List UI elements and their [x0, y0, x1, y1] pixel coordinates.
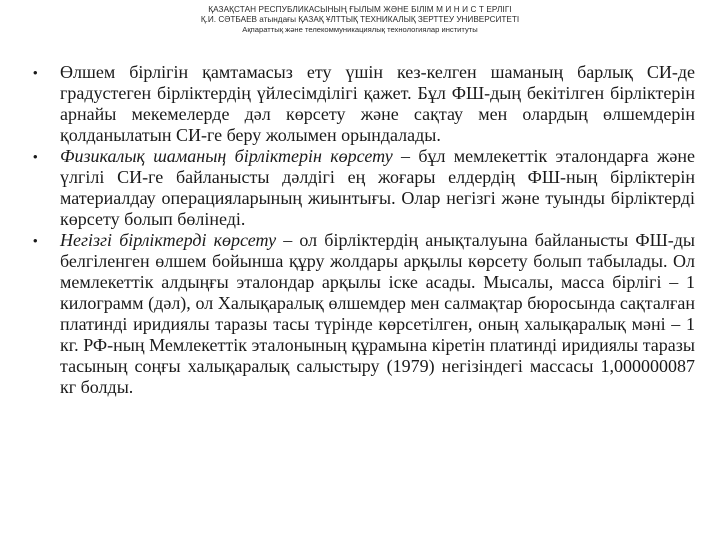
bullet-body: – ол бірліктердің анықталуына байланысты ФШ-ды белгіленген өлшем бойынша құру жолдары арқылы көрсету болып табылады. Ол мемлекеттік алдыңғы эталондар арқылы іске асады. Мысалы, масса бірлігі – 1 килограмм (дәл), ол Халықаралық өлшемдер мен салмақтар бюросында сақталған платинді иридиялы таразы тасы түрінде көрсетілген, оның халықаралық мәні – 1 кг. РФ-ның Мемлекеттік эталонының құрамына кіретін платинді иридиялы таразы тасының соңғы халықаралық салыстыру (1979) негізіндегі массасы 1,000000087 кг болды.	[60, 230, 696, 397]
bullet-body: Өлшем бірлігін қамтамасыз ету үшін кез-келген шаманың барлық СИ-де градустеген бірліктердің үйлесімділігі қажет. Бұл ФШ-дың бекітілген бірліктерін арнайы мекемелерде дәл көрсету және сақтау мен олардың өлшемдерін қолданылатын СИ-ге беру жолымен орындалады.	[60, 62, 695, 145]
bullet-text	[60, 62, 695, 146]
list-item	[33, 230, 695, 398]
bullet-text	[60, 230, 695, 398]
bullet-term: Физикалық шаманың бірліктерін көрсету	[60, 146, 393, 166]
bullet-term: Негізгі бірліктерді көрсету	[60, 230, 277, 250]
list-item	[33, 146, 695, 230]
bullet-list	[33, 62, 695, 398]
university-title: Қ.И. СӘТБАЕВ атындағы ҚАЗАҚ ҰЛТТЫҚ ТЕХНИКАЛЫҚ ЗЕРТТЕУ УНИВЕРСИТЕТІ	[200, 15, 520, 24]
list-item	[33, 62, 695, 146]
ministry-title: ҚАЗАҚСТАН РЕСПУБЛИКАСЫНЫҢ ҒЫЛЫМ ЖӘНЕ БІЛІМ М И Н И С Т ЕРЛІГІ	[208, 5, 512, 14]
document-header	[0, 5, 720, 35]
bullet-icon: •	[33, 233, 38, 248]
bullet-body: – бұл мемлекеттік эталондарға және үлгілі СИ-ге байланысты дәлдігі ең жоғары елдердің ФШ-ның бірліктерін материалдау операцияларының жиынтығы. Олар негізгі және туынды бірліктерді көрсету болып бөлінеді.	[60, 146, 695, 229]
institute-title: Ақпараттық және телекоммуникациялық технологиялар институты	[242, 25, 478, 34]
bullet-text	[60, 146, 695, 230]
bullet-icon: •	[33, 149, 38, 164]
bullet-icon: •	[33, 65, 38, 80]
